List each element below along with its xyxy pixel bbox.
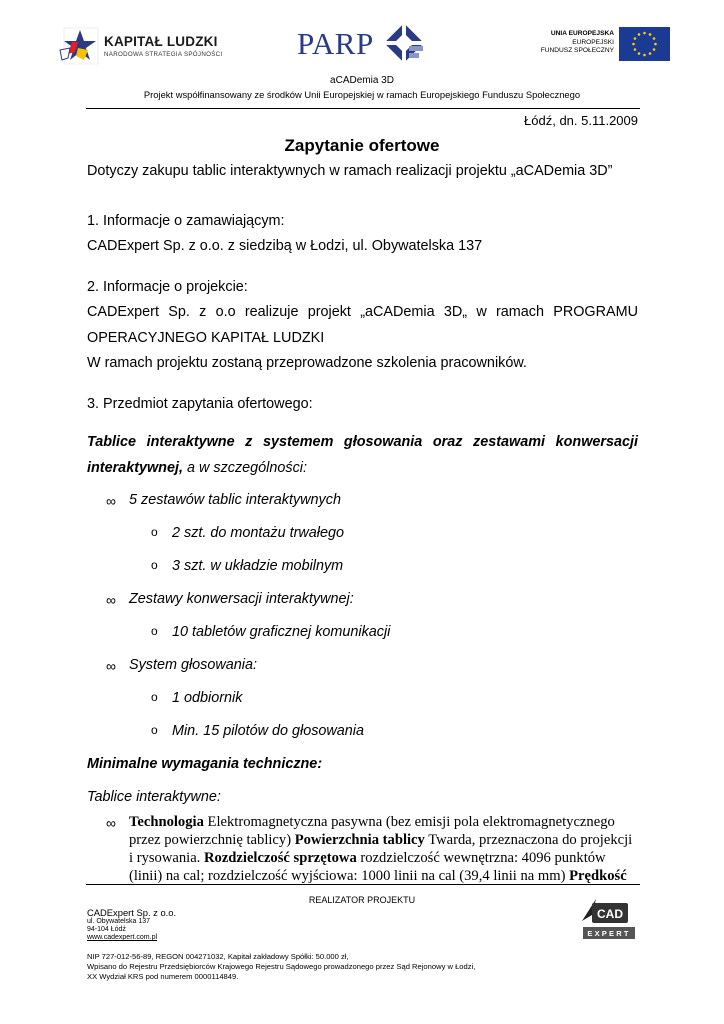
eu-line-2: EUROPEJSKI xyxy=(572,38,614,46)
list-bullet: ∞ xyxy=(106,815,116,831)
cad-logo-top-text: CAD xyxy=(597,907,623,921)
sub-list-item: 3 szt. w układzie mobilnym xyxy=(172,558,344,574)
section-2-line-3: W ramach projektu zostaną przeprowadzone szkolenia pracowników. xyxy=(87,355,527,371)
eu-star-icon xyxy=(653,48,656,51)
tech-term: Powierzchnia tablicy xyxy=(294,832,425,848)
document-subject: Dotyczy zakupu tablic interaktywnych w ramach realizacji projektu „aCADemia 3D” xyxy=(87,163,613,179)
list-bullet: ∞ xyxy=(106,658,116,674)
tech-line-1 xyxy=(129,813,635,831)
footer-legal xyxy=(87,952,475,982)
tech-term: Rozdzielczość sprzętowa xyxy=(203,850,357,866)
tech-term: Prędkość xyxy=(569,868,627,884)
sub-bullet: o xyxy=(151,624,158,638)
eu-star-icon xyxy=(643,54,646,57)
section-1-heading: 1. Informacje o zamawiającym: xyxy=(87,213,285,229)
eu-star-icon xyxy=(649,52,652,55)
section-1-text: CADExpert Sp. z o.o. z siedzibą w Łodzi, ul. Obywatelska 137 xyxy=(87,238,483,254)
tech-text: i rysowania. xyxy=(129,850,204,866)
footer-legal-line-2: Wpisano do Rejestru Przedsiębiorców Krajowego Rejestru Sądowego prowadzonego przez Sąd Rejonowy w Łodzi, xyxy=(87,962,476,971)
eu-line-1: UNIA EUROPEJSKA xyxy=(550,30,614,37)
eu-star-icon xyxy=(649,33,652,36)
tech-text: Elektromagnetyczna pasywna (bez emisji pola elektromagnetycznego xyxy=(203,814,615,830)
sub-bullet: o xyxy=(151,723,158,737)
eu-star-icon xyxy=(634,48,637,51)
section-3-lead-bold: interaktywnej, xyxy=(87,460,183,476)
footer-company: CADExpert Sp. z o.o. xyxy=(87,907,177,918)
cad-logo-bottom-text: EXPERT xyxy=(587,929,631,938)
footer-realizator: REALIZATOR PROJEKTU xyxy=(308,895,416,905)
kapital-ludzki-title: KAPITAŁ LUDZKI xyxy=(104,34,218,49)
requirements-heading: Minimalne wymagania techniczne: xyxy=(87,756,323,772)
tech-line-4 xyxy=(129,867,635,885)
eu-star-icon xyxy=(643,32,646,35)
tech-text: Twarda, przeznaczona do projekcji xyxy=(424,832,633,848)
sub-bullet: o xyxy=(151,558,158,572)
section-3-lead-line-1: Tablice interaktywne z systemem głosowania oraz zestawami konwersacji xyxy=(87,434,638,450)
section-3-heading: 3. Przedmiot zapytania ofertowego: xyxy=(87,396,313,412)
sub-list-item: 2 szt. do montażu trwałego xyxy=(172,525,344,541)
parp-arrows-icon xyxy=(381,20,427,66)
footer-city: 94-104 Łódź xyxy=(87,926,126,933)
tech-text: (linii) na cal; rozdzielczość wyjściowa: 1000 linii na cal (39,4 linii na mm) xyxy=(129,868,570,884)
kapital-ludzki-logo xyxy=(58,24,228,68)
kapital-ludzki-subtitle: NARODOWA STRATEGIA SPÓJNOŚCI xyxy=(104,51,223,58)
eu-star-icon xyxy=(634,37,637,40)
list-bullet: ∞ xyxy=(106,493,116,509)
eu-line-3: FUNDUSZ SPOŁECZNY xyxy=(540,47,614,55)
project-name: aCADemia 3D xyxy=(330,75,394,86)
tech-line-3 xyxy=(129,849,635,867)
eu-logo xyxy=(540,27,670,63)
tech-text: przez powierzchnię tablicy) xyxy=(129,832,295,848)
document-title: Zapytanie ofertowe xyxy=(284,136,440,155)
tech-spec-paragraph xyxy=(129,813,635,885)
eu-star-icon xyxy=(638,52,641,55)
sub-list-item: 1 odbiornik xyxy=(172,690,243,706)
footer-website-link[interactable]: www.cadexpert.com.pl xyxy=(87,934,158,941)
eu-star-icon xyxy=(632,43,635,46)
sub-bullet: o xyxy=(151,525,158,539)
list-bullet: ∞ xyxy=(106,592,116,608)
eu-logo-text xyxy=(541,30,614,56)
parp-logo xyxy=(297,20,429,66)
cad-expert-logo xyxy=(578,895,640,947)
section-3-lead-rest: a w szczególności: xyxy=(182,460,307,476)
list-item: 5 zestawów tablic interaktywnych xyxy=(129,492,341,508)
document-date: Łódź, dn. 5.11.2009 xyxy=(524,113,638,128)
eu-star-icon xyxy=(653,37,656,40)
project-funding-line: Projekt współfinansowany ze środków Unii Europejskiej w ramach Europejskiego Funduszu Społecznego xyxy=(143,89,581,100)
tech-term: Technologia xyxy=(129,814,204,830)
footer-legal-line-3: XX Wydział KRS pod numerem 0000114849. xyxy=(87,972,239,981)
eu-star-icon xyxy=(638,33,641,36)
header-divider xyxy=(86,108,640,109)
footer-legal-line-1: NIP 727-012-56-89, REGON 004271032, Kapitał zakładowy Spółki: 50.000 zł, xyxy=(87,952,349,961)
eu-flag-icon xyxy=(619,27,670,61)
section-3-lead-line-2 xyxy=(87,460,307,476)
section-2-line-2: OPERACYJNEGO KAPITAŁ LUDZKI xyxy=(87,330,325,346)
footer-street: ul. Obywatelska 137 xyxy=(87,918,151,925)
footer-divider xyxy=(86,884,640,885)
kapital-ludzki-star-icon xyxy=(58,24,102,68)
list-item: System głosowania: xyxy=(129,657,257,673)
list-item: Zestawy konwersacji interaktywnej: xyxy=(129,591,354,607)
parp-logo-text: PARP xyxy=(297,26,374,61)
tech-line-2 xyxy=(129,831,635,849)
eu-star-icon xyxy=(654,43,657,46)
sub-list-item: 10 tabletów graficznej komunikacji xyxy=(172,624,391,640)
tech-text: rozdzielczość wewnętrzna: 4096 punktów xyxy=(356,850,606,866)
section-2-line-1: CADExpert Sp. z o.o realizuje projekt „aCADemia 3D„ w ramach PROGRAMU xyxy=(87,304,638,320)
sub-list-item: Min. 15 pilotów do głosowania xyxy=(172,723,364,739)
section-2-heading: 2. Informacje o projekcie: xyxy=(87,279,248,295)
boards-heading: Tablice interaktywne: xyxy=(87,789,221,805)
sub-bullet: o xyxy=(151,690,158,704)
